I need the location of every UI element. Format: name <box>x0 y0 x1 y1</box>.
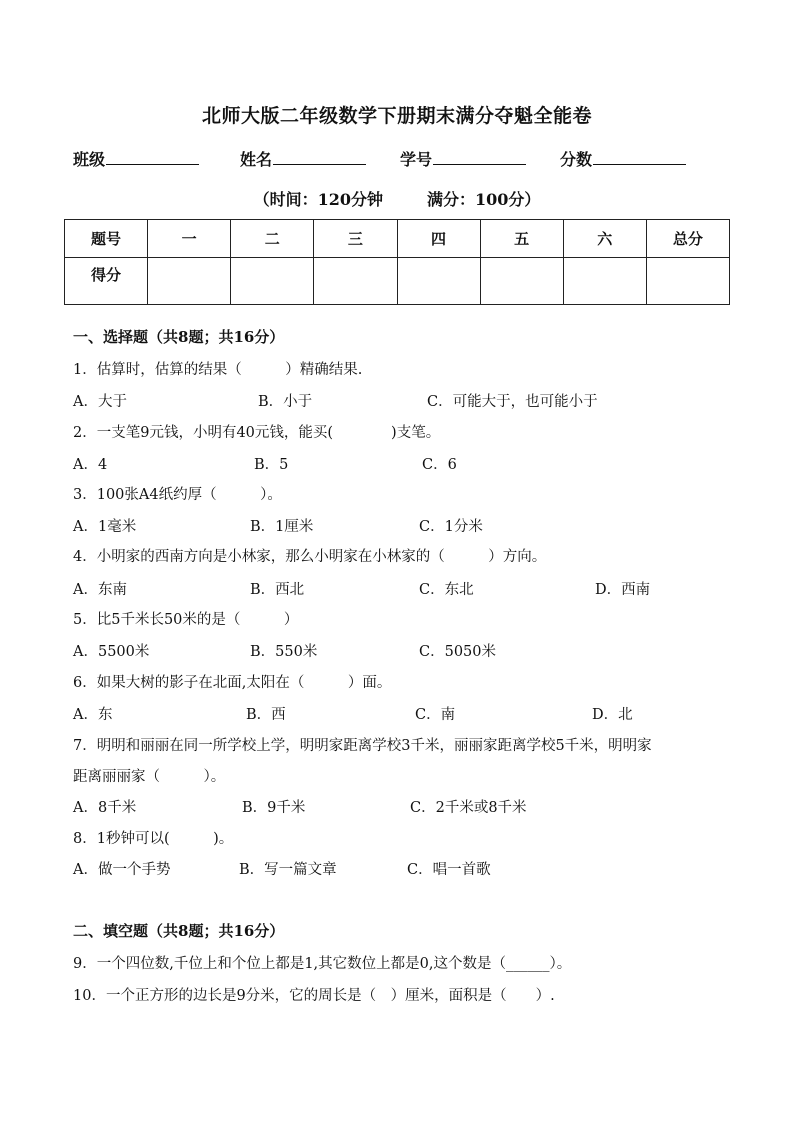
option-a[interactable]: A．做一个手势 <box>73 862 171 878</box>
option-b[interactable]: B．西 <box>246 707 286 723</box>
question-text: 1．估算时，估算的结果（ ）精确结果. <box>73 362 363 378</box>
option-c[interactable]: C．唱一首歌 <box>407 862 491 878</box>
option-d[interactable]: D．北 <box>592 707 633 723</box>
option-a[interactable]: A．1毫米 <box>73 519 137 535</box>
option-b[interactable]: B．1厘米 <box>250 519 314 535</box>
question-text: 3．100张A4纸约厚（ ）。 <box>73 487 282 503</box>
option-b[interactable]: B．写一篇文章 <box>239 862 337 878</box>
name-blank[interactable] <box>273 148 366 165</box>
score-table-header: 三 <box>314 220 397 258</box>
section-heading-fill: 二、填空题（共8题；共16分） <box>73 922 285 940</box>
time-info <box>0 187 794 210</box>
option-c[interactable]: C．2千米或8千米 <box>410 800 527 816</box>
option-a[interactable]: A．东 <box>73 707 113 723</box>
option-c[interactable]: C．5050米 <box>419 644 496 660</box>
number-label: 学号 <box>400 150 433 169</box>
option-c[interactable]: C．南 <box>415 707 456 723</box>
score-table-header: 六 <box>563 220 646 258</box>
option-a[interactable]: A．东南 <box>73 582 127 598</box>
score-label: 分数 <box>560 150 593 169</box>
score-row-label: 得分 <box>65 258 148 305</box>
option-c[interactable]: C．6 <box>422 457 457 473</box>
option-b[interactable]: B．9千米 <box>242 800 306 816</box>
number-field <box>400 147 526 170</box>
time-limit: （时间：120分钟 <box>253 190 383 209</box>
score-table-header: 二 <box>231 220 314 258</box>
option-b[interactable]: B．5 <box>254 457 289 473</box>
section-heading-choice: 一、选择题（共8题；共16分） <box>73 328 285 346</box>
full-score: 满分：100分） <box>427 190 541 209</box>
question-text: 2．一支笔9元钱，小明有40元钱，能买( )支笔。 <box>73 425 441 441</box>
name-label: 姓名 <box>240 150 273 169</box>
score-cell[interactable] <box>314 258 397 305</box>
option-b[interactable]: B．西北 <box>250 582 305 598</box>
score-table-header: 题号 <box>65 220 148 258</box>
score-table-header: 五 <box>480 220 563 258</box>
name-field <box>240 147 366 170</box>
option-a[interactable]: A．8千米 <box>73 800 137 816</box>
option-c[interactable]: C．东北 <box>419 582 474 598</box>
question-text: 8．1秒钟可以( )。 <box>73 831 234 847</box>
question-text: 5．比5千米长50米的是（ ） <box>73 612 299 628</box>
score-blank[interactable] <box>593 148 686 165</box>
score-field <box>560 147 686 170</box>
class-label: 班级 <box>73 150 106 169</box>
score-cell[interactable] <box>231 258 314 305</box>
option-a[interactable]: A．大于 <box>73 394 127 410</box>
score-cell[interactable] <box>480 258 563 305</box>
score-table-score-row <box>65 258 730 305</box>
score-cell[interactable] <box>646 258 729 305</box>
option-b[interactable]: B．小于 <box>258 394 313 410</box>
option-d[interactable]: D．西南 <box>595 582 651 598</box>
score-table-header: 四 <box>397 220 480 258</box>
question-text: 4．小明家的西南方向是小林家，那么小明家在小林家的（ ）方向。 <box>73 549 547 565</box>
question-text: 10．一个正方形的边长是9分米，它的周长是（ ）厘米，面积是（ ）. <box>73 988 555 1004</box>
score-table-header-row <box>65 220 730 258</box>
option-b[interactable]: B．550米 <box>250 644 318 660</box>
question-text: 9．一个四位数,千位上和个位上都是1,其它数位上都是0,这个数是（______）。 <box>73 956 572 972</box>
page-title: 北师大版二年级数学下册期末满分夺魁全能卷 <box>201 105 592 127</box>
option-a[interactable]: A．4 <box>73 457 108 473</box>
option-a[interactable]: A．5500米 <box>73 644 150 660</box>
question-text: 7．明明和丽丽在同一所学校上学，明明家距离学校3千米，丽丽家距离学校5千米，明明家 <box>73 738 652 754</box>
class-field <box>73 147 199 170</box>
option-c[interactable]: C．1分米 <box>419 519 483 535</box>
question-text-continued: 距离丽丽家（ ）。 <box>73 769 226 785</box>
score-table-header: 总分 <box>646 220 729 258</box>
score-cell[interactable] <box>148 258 231 305</box>
number-blank[interactable] <box>433 148 526 165</box>
score-cell[interactable] <box>563 258 646 305</box>
score-cell[interactable] <box>397 258 480 305</box>
option-c[interactable]: C．可能大于，也可能小于 <box>427 394 598 410</box>
score-table-header: 一 <box>148 220 231 258</box>
question-text: 6．如果大树的影子在北面,太阳在（ ）面。 <box>73 675 392 691</box>
class-blank[interactable] <box>106 148 199 165</box>
score-table <box>64 219 730 305</box>
